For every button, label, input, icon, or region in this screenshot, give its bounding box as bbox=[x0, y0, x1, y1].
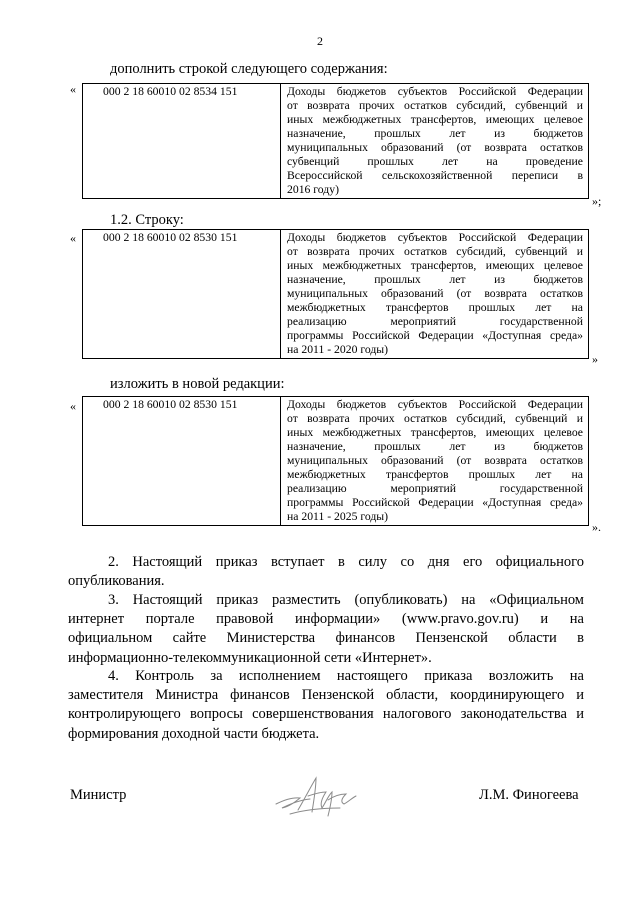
paragraph-2 bbox=[68, 553, 584, 591]
paragraph-line: интернет портале правовой информации» (www.pravo.gov.ru) и на bbox=[68, 611, 584, 628]
paragraph-line: формирования доходной части бюджета. bbox=[68, 725, 320, 742]
budget-code-1: 000 2 18 60010 02 8534 151 bbox=[83, 84, 281, 199]
intro-text-new-edition: изложить в новой редакции: bbox=[110, 376, 285, 392]
desc-line: Доходы бюджетов субъектов Российской Федерации bbox=[287, 398, 583, 411]
desc-line: от возврата прочих остатков субсидий, субвенций и bbox=[287, 412, 583, 425]
open-quote-1: « bbox=[70, 82, 76, 96]
budget-description-2 bbox=[281, 230, 589, 359]
desc-line: реализацию мероприятий государственной bbox=[287, 315, 583, 328]
desc-line: 2016 году) bbox=[287, 183, 339, 196]
code-table-2 bbox=[82, 229, 589, 359]
desc-line: муниципальных образований (от возврата остатков bbox=[287, 454, 583, 467]
desc-line: межбюджетных трансфертов прошлых лет на bbox=[287, 468, 583, 481]
budget-code-3: 000 2 18 60010 02 8530 151 bbox=[83, 397, 281, 526]
desc-line: муниципальных образований (от возврата остатков bbox=[287, 141, 583, 154]
signature-image bbox=[270, 770, 360, 822]
desc-line: от возврата прочих остатков субсидий, субвенций и bbox=[287, 245, 583, 258]
paragraph-line: опубликования. bbox=[68, 573, 165, 590]
desc-line: межбюджетных трансфертов прошлых лет на bbox=[287, 301, 583, 314]
close-quote-2: » bbox=[592, 352, 598, 366]
intro-text-row-1-2: 1.2. Строку: bbox=[110, 212, 184, 228]
paragraph-line: контролирующего вопросы совершенствования налогового законодательства и bbox=[68, 706, 584, 723]
desc-line: иных межбюджетных трансфертов, имеющих целевое bbox=[287, 259, 583, 272]
page-number: 2 bbox=[317, 34, 323, 48]
desc-line: реализацию мероприятий государственной bbox=[287, 482, 583, 495]
paragraph-4 bbox=[68, 667, 584, 744]
desc-line: субвенций прошлых лет на проведение bbox=[287, 155, 583, 168]
paragraph-line: заместителя Министра финансов Пензенской области, координирующего и bbox=[68, 687, 584, 704]
desc-line: Доходы бюджетов субъектов Российской Федерации bbox=[287, 85, 583, 98]
intro-text-add-row: дополнить строкой следующего содержания: bbox=[110, 61, 388, 77]
close-quote-1: »; bbox=[592, 194, 602, 208]
code-table-1 bbox=[82, 83, 589, 199]
desc-line: на 2011 - 2025 годы) bbox=[287, 510, 389, 523]
budget-code-2: 000 2 18 60010 02 8530 151 bbox=[83, 230, 281, 359]
budget-description-3 bbox=[281, 397, 589, 526]
code-table-3 bbox=[82, 396, 589, 526]
desc-line: программы Российской Федерации «Доступная среда» bbox=[287, 329, 583, 342]
desc-line: назначение, прошлых лет из бюджетов bbox=[287, 273, 583, 286]
desc-line: муниципальных образований (от возврата остатков bbox=[287, 287, 583, 300]
desc-line: программы Российской Федерации «Доступная среда» bbox=[287, 496, 583, 509]
paragraph-line: 3. Настоящий приказ разместить (опубликовать) на «Официальном bbox=[108, 592, 584, 608]
open-quote-2: « bbox=[70, 231, 76, 245]
desc-line: Всероссийской сельскохозяйственной переписи в bbox=[287, 169, 583, 182]
signatory-name: Л.М. Финогеева bbox=[479, 787, 579, 803]
budget-description-1 bbox=[281, 84, 589, 199]
open-quote-3: « bbox=[70, 399, 76, 413]
paragraph-line: 2. Настоящий приказ вступает в силу со дня его официального bbox=[108, 554, 584, 570]
close-quote-3: ». bbox=[592, 520, 601, 534]
desc-line: иных межбюджетных трансфертов, имеющих целевое bbox=[287, 113, 583, 126]
paragraph-3 bbox=[68, 591, 584, 668]
desc-line: иных межбюджетных трансфертов, имеющих целевое bbox=[287, 426, 583, 439]
desc-line: назначение, прошлых лет из бюджетов bbox=[287, 440, 583, 453]
desc-line: на 2011 - 2020 годы) bbox=[287, 343, 389, 356]
desc-line: от возврата прочих остатков субсидий, субвенций и bbox=[287, 99, 583, 112]
paragraph-line: 4. Контроль за исполнением настоящего приказа возложить на bbox=[108, 668, 584, 684]
desc-line: Доходы бюджетов субъектов Российской Федерации bbox=[287, 231, 583, 244]
signatory-title: Министр bbox=[70, 787, 127, 803]
paragraph-line: официальном сайте Министерства финансов Пензенской области в bbox=[68, 630, 584, 647]
desc-line: назначение, прошлых лет из бюджетов bbox=[287, 127, 583, 140]
paragraph-line: информационно-телекоммуникационной сети «Интернет». bbox=[68, 649, 432, 666]
